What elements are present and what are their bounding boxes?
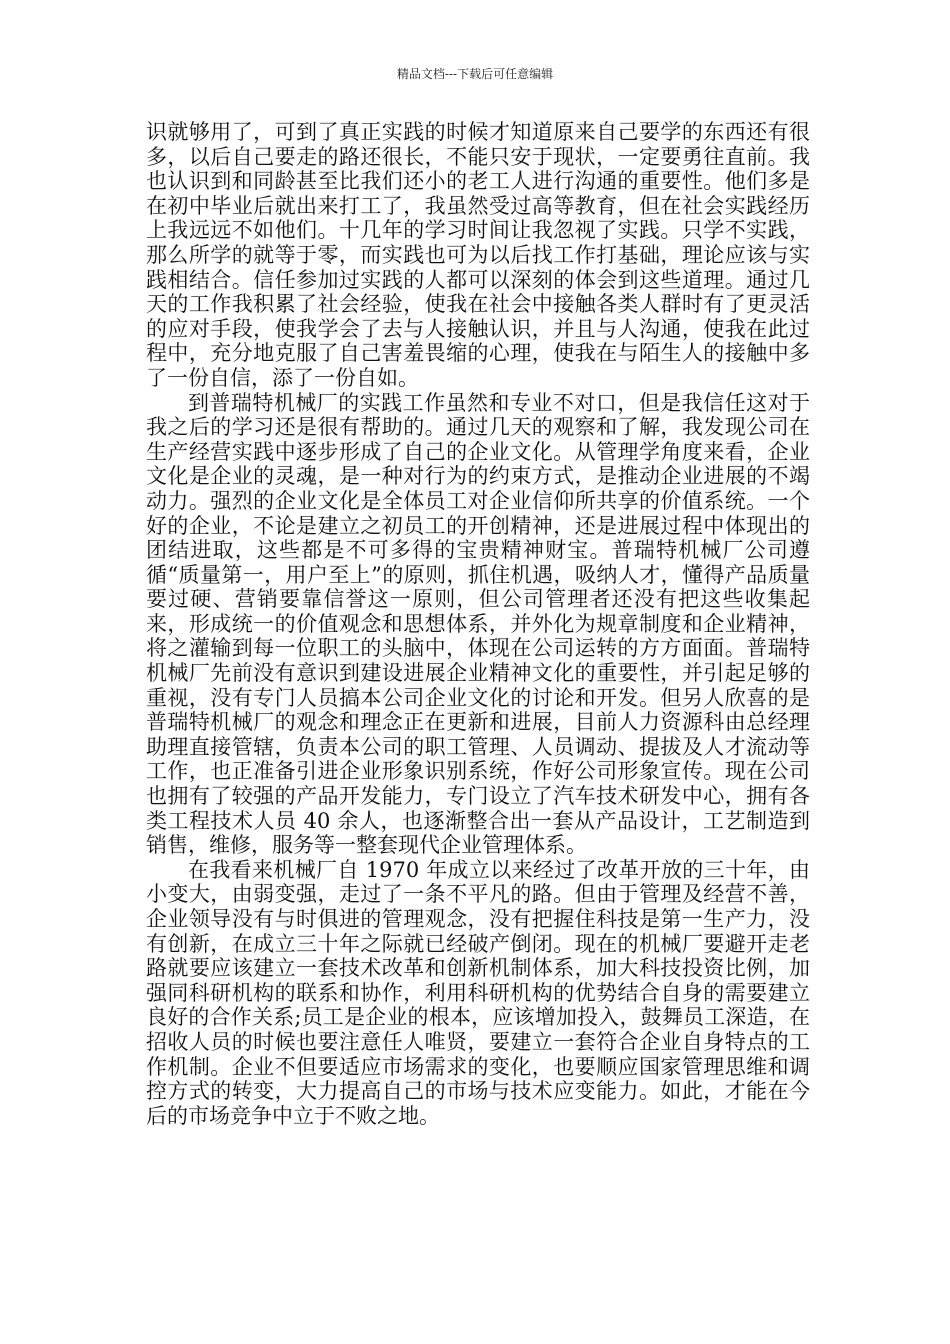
page-header: 精品文档---下载后可任意编辑 (396, 67, 554, 81)
paragraph-1: 识就够用了，可到了真正实践的时候才知道原来自己要学的东西还有很多，以后自己要走的路还很长，不能只安于现状，一定要勇往直前。我也认识到和同龄甚至比我们还小的老工人进行沟通的重要性。他们多是在初中毕业后就出来打工了，我虽然受过高等教育，但在社会实践经历上我远远不如他们。十几年的学习时间让我忽视了实践。只学不实践，那么所学的就等于零，而实践也可为以后找工作打基础，理论应该与实践相结合。信任参加过实践的人都可以深刻的体会到这些道理。通过几天的工作我积累了社会经验，使我在社会中接触各类人群时有了更灵活的应对手段，使我学会了去与人接触认识，并且与人沟通，使我在此过程中，充分地克服了自己害羞畏缩的心理，使我在与陌生人的接触中多了一份自信，添了一份自如。 (146, 120, 810, 390)
document-body (146, 120, 810, 1128)
paragraph-2: 到普瑞特机械厂的实践工作虽然和专业不对口，但是我信任这对于我之后的学习还是很有帮助的。通过几天的观察和了解，我发现公司在生产经营实践中逐步形成了自己的企业文化。从管理学角度来看，企业文化是企业的灵魂，是一种对行为的约束方式，是推动企业进展的不竭动力。强烈的企业文化是全体员工对企业信仰所共享的价值系统。一个好的企业，不论是建立之初员工的开创精神，还是进展过程中体现出的团结进取，这些都是不可多得的宝贵精神财宝。普瑞特机械厂公司遵循“质量第一，用户至上”的原则，抓住机遇，吸纳人才，懂得产品质量要过硬、营销要靠信誉这一原则，但公司管理者还没有把这些收集起来，形成统一的价值观念和思想体系，并外化为规章制度和企业精神，将之灌输到每一位职工的头脑中，体现在公司运转的方方面面。普瑞特机械厂先前没有意识到建设进展企业精神文化的重要性，并引起足够的重视，没有专门人员搞本公司企业文化的讨论和开发。但另人欣喜的是普瑞特机械厂的观念和理念正在更新和进展，目前人力资源科由总经理助理直接管辖，负责本公司的职工管理、人员调动、提拔及人才流动等工作，也正准备引进企业形象识别系统，作好公司形象宣传。现在公司也拥有了较强的产品开发能力，专门设立了汽车技术研发中心，拥有各类工程技术人员 40 余人，也逐渐整合出一套从产品设计，工艺制造到销售，维修，服务等一整套现代企业管理体系。 (146, 390, 810, 858)
paragraph-3: 在我看来机械厂自 1970 年成立以来经过了改革开放的三十年，由小变大，由弱变强，走过了一条不平凡的路。但由于管理及经营不善，企业领导没有与时俱进的管理观念，没有把握住科技是第一生产力，没有创新，在成立三十年之际就已经破产倒闭。现在的机械厂要避开走老路就要应该建立一套技术改革和创新机制体系，加大科技投资比例，加强同科研机构的联系和协作，利用科研机构的优势结合自身的需要建立良好的合作关系;员工是企业的根本，应该增加投入，鼓舞员工深造，在招收人员的时候也要注意任人唯贤，要建立一套符合企业自身特点的工作机制。企业不但要适应市场需求的变化，也要顺应国家管理思维和调控方式的转变，大力提高自己的市场与技术应变能力。如此，才能在今后的市场竞争中立于不败之地。 (146, 857, 810, 1128)
